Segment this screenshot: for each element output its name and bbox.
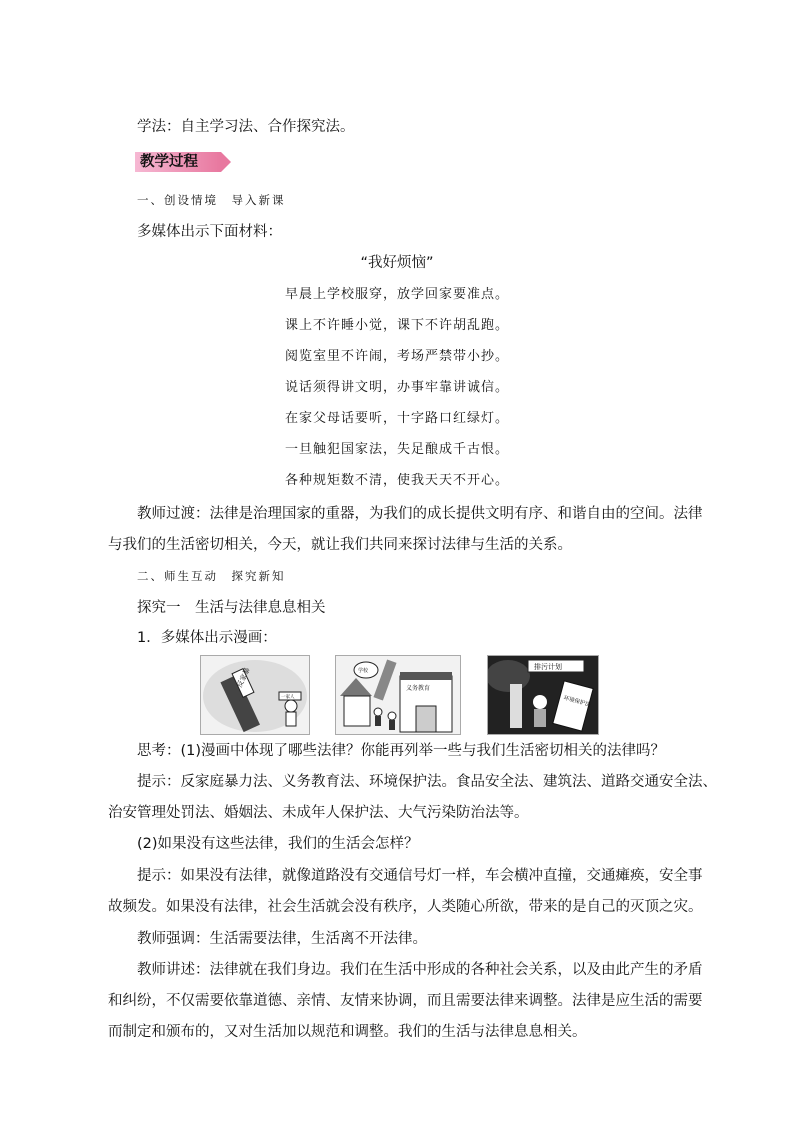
hint1-line-2: 治安管理处罚法、婚姻法、未成年人保护法、大气污染防治法等。 [108, 805, 529, 821]
poem-line: 阅览室里不许闹，考场严禁带小抄。 [284, 349, 509, 364]
poem-line: 课上不许睡小觉，课下不许胡乱跑。 [284, 318, 509, 333]
cartoon-domestic-violence [200, 655, 310, 735]
think-question-1: 思考：(1)漫画中体现了哪些法律？你能再列举一些与我们生活密切相关的法律吗？ [137, 743, 666, 759]
poem-line: 各种规矩数不清，使我天天不开心。 [284, 473, 509, 488]
poem-line: 说话须得讲文明，办事牢靠讲诚信。 [284, 380, 509, 395]
think-question-2: (2)如果没有这些法律，我们的生活会怎样？ [137, 836, 419, 852]
lecture-line-3: 而制定和颁布的，又对生活加以规范和调整。我们的生活与法律息息相关。 [108, 1024, 587, 1040]
item1-label: 1．多媒体出示漫画： [137, 630, 277, 646]
cartoon-sign-text: 学校 [358, 668, 369, 674]
hint2-line-1: 提示：如果没有法律，就像道路没有交通信号灯一样，车会横冲直撞，交通瘫痪，安全事 [137, 868, 703, 884]
cartoon-compulsory-education [335, 655, 461, 735]
media-intro: 多媒体出示下面材料： [137, 224, 282, 240]
cartoon-sign-text: 一家人 [281, 695, 295, 700]
hint2-line-2: 故频发。如果没有法律，社会生活就会没有秩序，人类随心所欲，带来的是自己的灭顶之灾。 [108, 899, 703, 915]
poem-line: 在家父母话要听，十字路口红绿灯。 [284, 411, 509, 426]
poem-title: “我好烦恼” [360, 255, 434, 271]
study-method: 学法：自主学习法、合作探究法。 [137, 119, 355, 135]
poem-line: 早晨上学校服穿，放学回家要准点。 [284, 287, 509, 302]
cartoon-label-text: 环境保护法 [562, 695, 592, 709]
part1-heading: 一、创设情境 导入新课 [137, 193, 286, 207]
hint1-line-1: 提示：反家庭暴力法、义务教育法、环境保护法。食品安全法、建筑法、道路交通安全法、 [137, 774, 717, 790]
lecture-line-1: 教师讲述：法律就在我们身边。我们在生活中形成的各种社会关系，以及由此产生的矛盾 [137, 962, 703, 978]
cartoon-environmental-protection [487, 655, 599, 735]
poem-line: 一旦触犯国家法，失足酿成千古恨。 [284, 442, 509, 457]
cartoon-domestic-violence-image [201, 656, 309, 734]
part2-heading: 二、师生互动 探究新知 [137, 569, 286, 583]
explore1-heading: 探究一 生活与法律息息相关 [137, 600, 326, 616]
transition-line-2: 与我们的生活密切相关，今天，就让我们共同来探讨法律与生活的关系。 [108, 537, 572, 553]
transition-line-1: 教师过渡：法律是治理国家的重器，为我们的成长提供文明有序、和谐自由的空间。法律 [137, 506, 703, 522]
cartoon-sign-text: 排污计划 [534, 663, 562, 671]
section-banner [135, 152, 221, 172]
cartoon-environmental-protection-image [488, 656, 598, 734]
cartoon-label-text: 反家暴 [235, 666, 252, 689]
cartoon-label-text: 义务教育 [406, 685, 431, 692]
cartoon-compulsory-education-image [336, 656, 460, 734]
section-banner-label: 教学过程 [140, 154, 198, 170]
teacher-emphasis: 教师强调：生活需要法律，生活离不开法律。 [137, 931, 427, 947]
lecture-line-2: 和纠纷，不仅需要依靠道德、亲情、友情来协调，而且需要法律来调整。法律是应生活的需要 [108, 993, 703, 1009]
